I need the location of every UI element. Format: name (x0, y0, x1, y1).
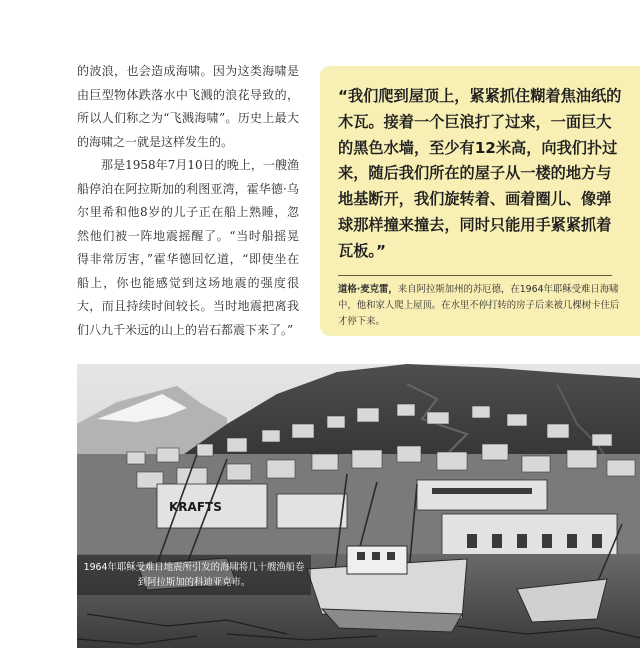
article-body (77, 60, 299, 342)
quote-divider (338, 275, 612, 276)
krafts-sign: KRAFTS (169, 500, 222, 514)
attribution-name: 道格·麦克雷， (338, 283, 398, 295)
quote-attribution (338, 282, 626, 330)
article-paragraph: 的波浪，也会造成海啸。因为这类海啸是由巨型物体跌落水中飞溅的浪花导致的，所以人们称之为“飞溅海啸”。历史上最大的海啸之一就是这样发生的。 (77, 64, 299, 149)
quote-text: “我们爬到屋顶上，紧紧抓住糊着焦油纸的木瓦。接着一个巨浪打了过来，一面巨大的黑色水墙，至少有12米高，向我们扑过来，随后我们所在的屋子从一楼的地方与地基断开，我们旋转着、画着圈儿、像弹球那样撞来撞去，同时只能用手紧紧抓着瓦板。” (338, 87, 622, 260)
attribution-text: 来自阿拉斯加州的苏厄德，在1964年耶稣受难日海啸中，他和家人爬上屋顶。在水里不停打转的房子后来被几棵树卡住后才停下来。 (338, 283, 620, 327)
tsunami-photo (77, 364, 640, 648)
quote-box (320, 66, 640, 336)
article-paragraph: 那是1958年7月10日的晚上，一艘渔船停泊在阿拉斯加的利图亚湾，霍华德·乌尔里希和他8岁的儿子正在船上熟睡，忽然他们被一阵地震摇醒了。“当时船摇晃得非常厉害，”霍华德回忆道，“即使坐在船上，你也能感觉到这场地震的强度很大，而且持续时间较长。当时地震把离我们八九千米远的山上的岩石都震下来了。” (77, 158, 299, 337)
photo-caption: 1964年耶稣受难日地震所引发的海啸将几十艘渔船卷到阿拉斯加的科迪亚克市。 (77, 555, 311, 595)
